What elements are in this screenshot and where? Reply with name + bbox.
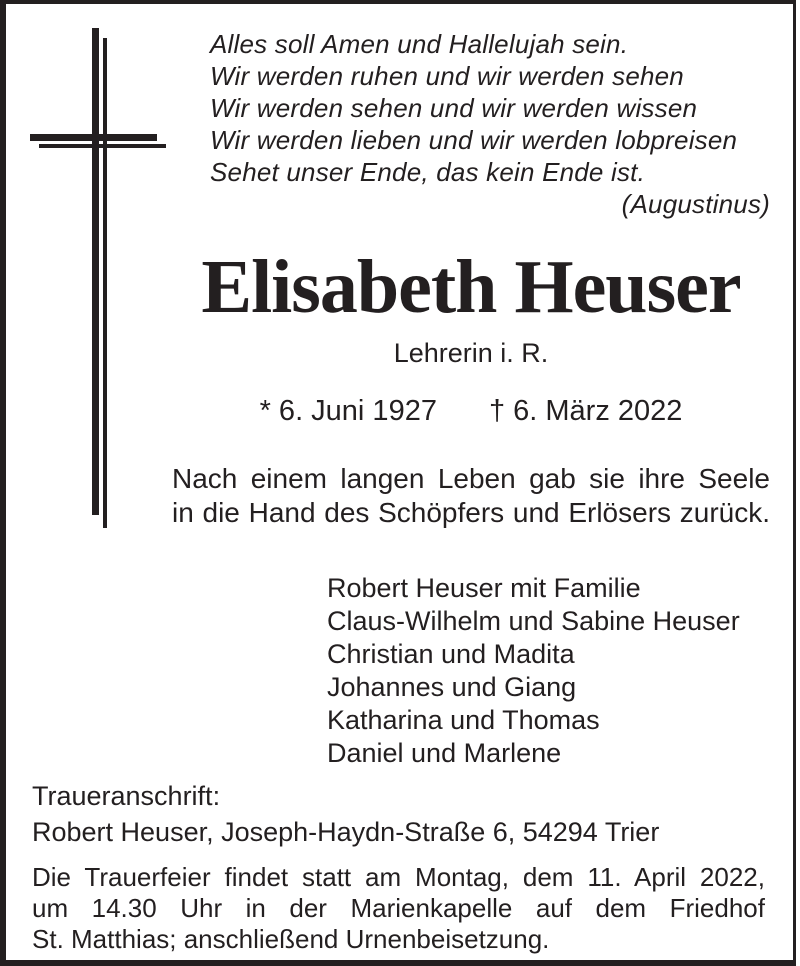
opening-quote (210, 28, 770, 220)
quote-line: Wir werden sehen und wir werden wissen (210, 93, 698, 123)
deceased-title: Lehrerin i. R. (393, 338, 549, 368)
mourners-list (327, 572, 770, 770)
birth-date: * 6. Juni 1927 (259, 395, 437, 427)
quote-line: Alles soll Amen und Hallelujah sein. (210, 29, 629, 59)
cross-horizontal-bar-thick (30, 134, 157, 141)
funeral-line: um 14.30 Uhr in der Marienkapelle auf dem Friedhof (32, 893, 765, 923)
mourner-line: Christian und Madita (327, 639, 575, 669)
deceased-name: Elisabeth Heuser (201, 245, 741, 329)
mourner-line: Katharina und Thomas (327, 705, 600, 735)
mourner-line: Daniel und Marlene (327, 738, 562, 768)
mourner-line: Robert Heuser mit Familie (327, 573, 641, 603)
cross-horizontal-bar-thin (39, 144, 166, 148)
funeral-details (32, 862, 765, 955)
death-date: † 6. März 2022 (488, 395, 683, 427)
bottom-column (32, 778, 765, 955)
cross-vertical-bar-thick (92, 28, 99, 515)
mourner-line: Johannes und Giang (327, 672, 577, 702)
mourner-line: Claus-Wilhelm und Sabine Heuser (327, 606, 740, 636)
main-column (172, 28, 770, 770)
obituary-line: Nach einem langen Leben gab sie ihre Seele (172, 463, 770, 494)
quote-line: Sehet unser Ende, das kein Ende ist. (210, 157, 646, 187)
cross-vertical-bar-thin (103, 38, 107, 528)
obituary-line: in die Hand des Schöpfers und Erlösers zurück. (172, 497, 770, 528)
obituary-text (172, 462, 770, 530)
quote-line: Wir werden ruhen und wir werden sehen (210, 61, 684, 91)
address-label: Traueranschrift: (32, 781, 221, 811)
quote-attribution: (Augustinus) (621, 189, 770, 219)
life-dates (172, 394, 770, 428)
quote-line: Wir werden lieben und wir werden lobpreisen (210, 125, 738, 155)
address-value: Robert Heuser, Joseph-Haydn-Straße 6, 54294 Trier (32, 817, 660, 847)
funeral-line: St. Matthias; anschließend Urnenbeisetzung. (32, 924, 550, 954)
condolence-address (32, 778, 765, 850)
funeral-line: Die Trauerfeier findet statt am Montag, dem 11. April 2022, (32, 862, 765, 892)
